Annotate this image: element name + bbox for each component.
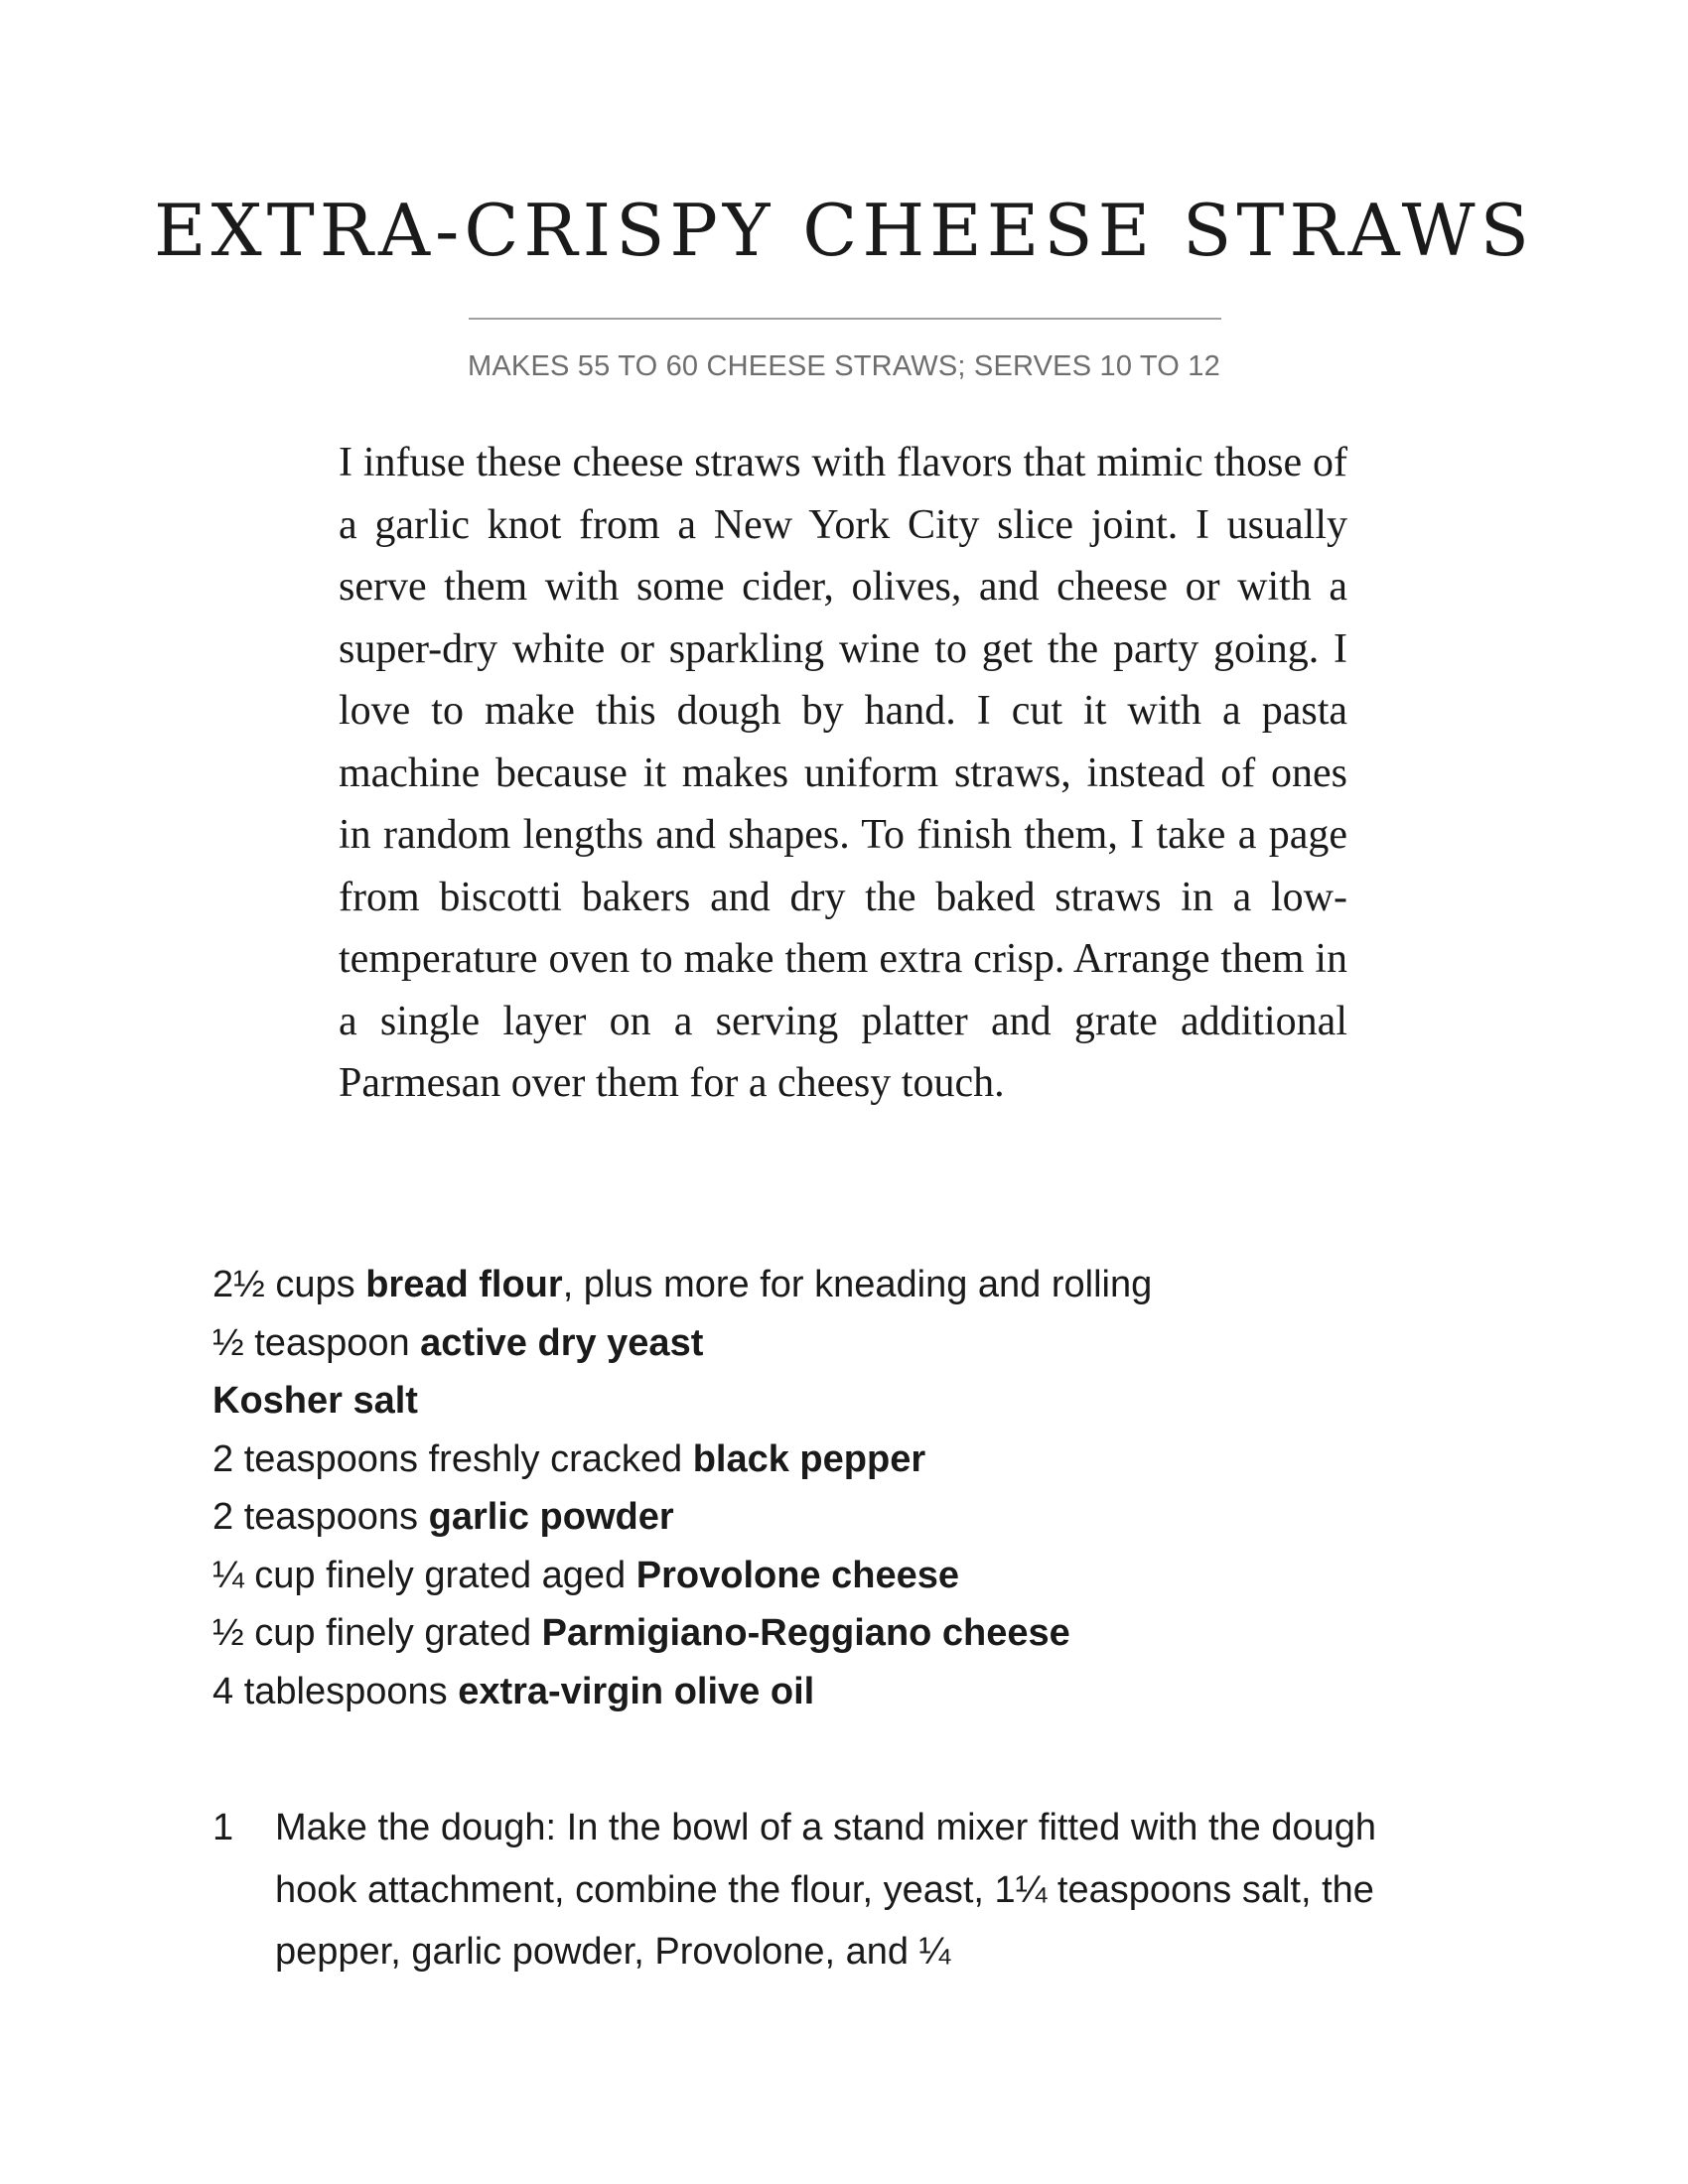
- ingredient-item: 2 teaspoons freshly cracked black pepper: [212, 1437, 926, 1480]
- ingredient-list: [212, 1256, 1543, 1720]
- recipe-yield: MAKES 55 TO 60 CHEESE STRAWS; SERVES 10 TO 12: [468, 350, 1220, 382]
- recipe-title: EXTRA-CRISPY CHEESE STRAWS: [153, 189, 1535, 272]
- step-number: 1: [212, 1807, 234, 1848]
- step-list: [212, 1797, 1444, 1983]
- step-text: In the bowl of a stand mixer fitted with the dough hook attachment, combine the flour, yeast, 1¼ teaspoons salt, the pepper, garlic powder, Provolone, and ¼: [275, 1807, 1377, 1973]
- ingredient-item: ¼ cup finely grated aged Provolone cheese: [212, 1554, 959, 1596]
- ingredient-item: ½ cup finely grated Parmigiano-Reggiano cheese: [212, 1612, 1070, 1654]
- recipe-intro: I infuse these cheese straws with flavors that mimic those of a garlic knot from a New York City slice joint. I usually serve them with some cider, olives, and cheese or with a super-dry white or sparkling wine to get the party going. I love to make this dough by hand. I cut it with a pasta machine because it makes uniform straws, instead of ones in random lengths and shapes. To finish them, I take a page from biscotti bakers and dry the baked straws in a low-temperature oven to make them extra crisp. Arrange them in a single layer on a serving platter and grate additional Parmesan over them for a cheesy touch.: [339, 440, 1347, 1106]
- ingredient-item: 2 teaspoons garlic powder: [212, 1496, 674, 1538]
- step-title: Make the dough: [275, 1807, 546, 1848]
- ingredient-item: 2½ cups bread flour, plus more for kneading and rolling: [212, 1264, 1153, 1305]
- ingredient-item: Kosher salt: [212, 1380, 418, 1422]
- step-separator: :: [545, 1807, 567, 1848]
- ingredient-item: 4 tablespoons extra-virgin olive oil: [212, 1670, 815, 1712]
- title-divider: [469, 318, 1221, 320]
- ingredient-item: ½ teaspoon active dry yeast: [212, 1321, 704, 1364]
- step-item: [212, 1797, 1444, 1983]
